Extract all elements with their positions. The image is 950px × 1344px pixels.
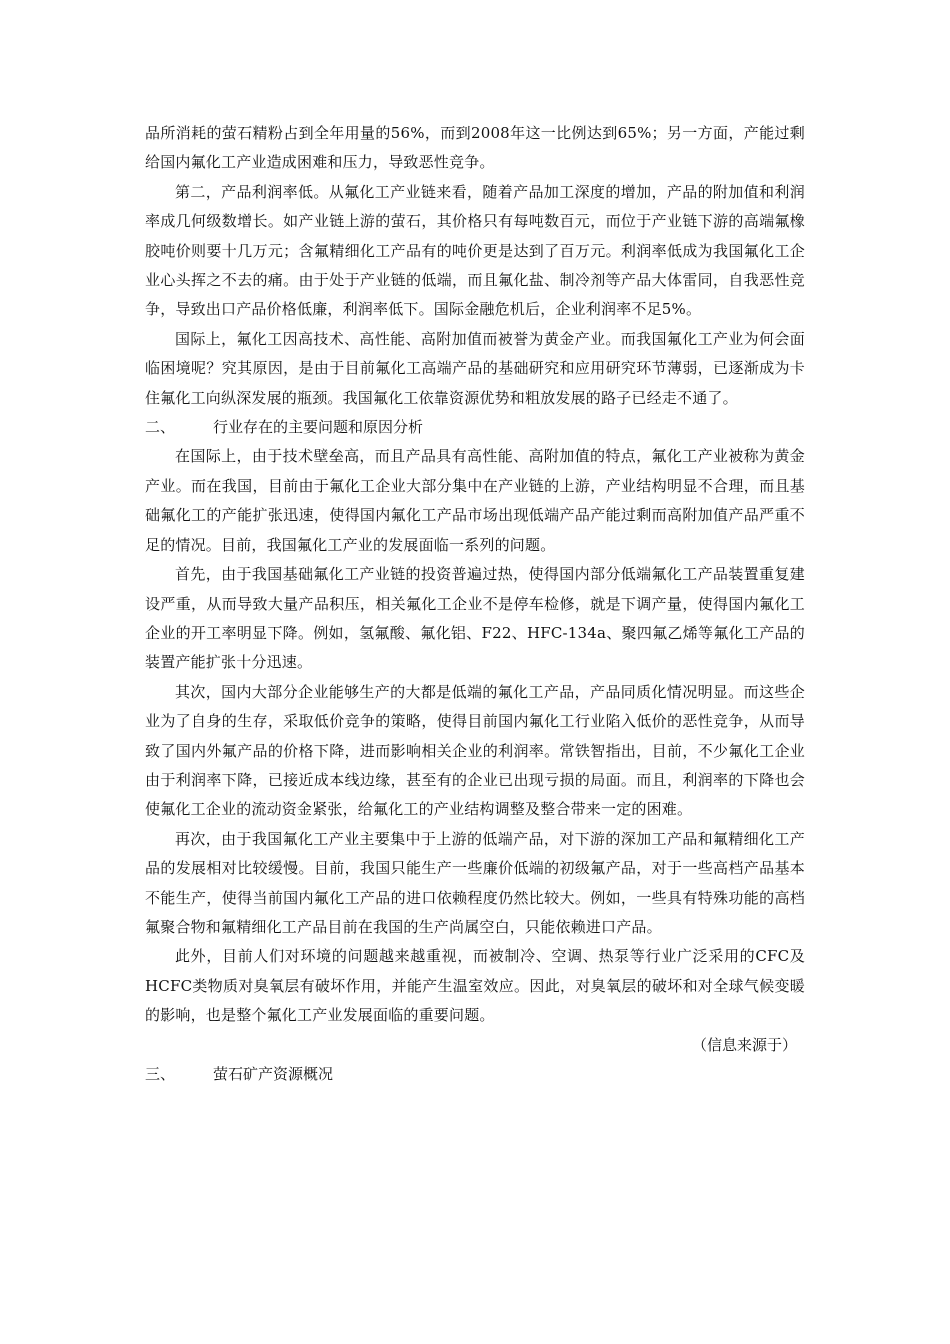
section-number: 三、 (145, 1065, 176, 1083)
section-heading-3 (145, 1060, 805, 1089)
source-note: （信息来源于） (691, 1035, 797, 1054)
paragraph-environment: 此外，目前人们对环境的问题越来越重视，而被制冷、空调、热泵等行业广泛采用的CFC及HCFC类物质对臭氧层有破坏作用，并能产生温室效应。因此，对臭氧层的破坏和对全球气候变暖的影响，也是整个氟化工产业发展面临的重要问题。 (145, 947, 805, 1025)
document-body (145, 119, 805, 1089)
paragraph-profit-margin: 第二，产品利润率低。从氟化工产业链来看，随着产品加工深度的增加，产品的附加值和利润率成几何级数增长。如产业链上游的萤石，其价格只有每吨数百元，而位于产业链下游的高端氟橡胶吨价则要十几万元；含氟精细化工产品有的吨价更是达到了百万元。利润率低成为我国氟化工企业心头挥之不去的痛。由于处于产业链的低端，而且氟化盐、制冷剂等产品大体雷同，自我恶性竞争，导致出口产品价格低廉，利润率低下。国际金融危机后，企业利润率不足5%。 (145, 182, 805, 319)
section-heading-2 (145, 413, 805, 442)
paragraph-first: 首先，由于我国基础氟化工产业链的投资普遍过热，使得国内部分低端氟化工产品装置重复建设严重，从而导致大量产品积压，相关氟化工企业不是停车检修，就是下调产量，使得国内氟化工企业的开工率明显下降。例如，氢氟酸、氟化铝、F22、HFC-134a、聚四氟乙烯等氟化工产品的装置产能扩张十分迅速。 (145, 565, 805, 672)
paragraph-continued: 品所消耗的萤石精粉占到全年用量的56%，而到2008年这一比例达到65%；另一方面，产能过剩给国内氟化工产业造成困难和压力，导致恶性竞争。 (145, 124, 805, 172)
section-title: 行业存在的主要问题和原因分析 (213, 418, 424, 437)
section-title: 萤石矿产资源概况 (213, 1065, 334, 1083)
paragraph-international: 国际上，氟化工因高技术、高性能、高附加值而被誉为黄金产业。而我国氟化工产业为何会面临困境呢？究其原因，是由于目前氟化工高端产品的基础研究和应用研究环节薄弱，已逐渐成为卡住氟化工向纵深发展的瓶颈。我国氟化工依靠资源优势和粗放发展的路子已经走不通了。 (145, 329, 805, 407)
paragraph-second: 其次，国内大部分企业能够生产的大都是低端的氟化工产品，产品同质化情况明显。而这些企业为了自身的生存，采取低价竞争的策略，使得目前国内氟化工行业陷入低价的恶性竞争，从而导致了国内外氟产品的价格下降，进而影响相关企业的利润率。常铁智指出，目前，不少氟化工企业由于利润率下降，已接近成本线边缘，甚至有的企业已出现亏损的局面。而且，利润率的下降也会使氟化工企业的流动资金紧张，给氟化工的产业结构调整及整合带来一定的困难。 (145, 682, 805, 819)
paragraph-third: 再次，由于我国氟化工产业主要集中于上游的低端产品，对下游的深加工产品和氟精细化工产品的发展相对比较缓慢。目前，我国只能生产一些廉价低端的初级氟产品，对于一些高档产品基本不能生产，使得当前国内氟化工产品的进口依赖程度仍然比较大。例如，一些具有特殊功能的高档氟聚合物和氟精细化工产品目前在我国的生产尚属空白，只能依赖进口产品。 (145, 829, 805, 936)
paragraph-overview: 在国际上，由于技术壁垒高，而且产品具有高性能、高附加值的特点，氟化工产业被称为黄金产业。而在我国，目前由于氟化工企业大部分集中在产业链的上游，产业结构明显不合理，而且基础氟化工的产能扩张迅速，使得国内氟化工产品市场出现低端产品产能过剩而高附加值产品严重不足的情况。目前，我国氟化工产业的发展面临一系列的问题。 (145, 447, 805, 554)
section-number: 二、 (145, 418, 176, 437)
